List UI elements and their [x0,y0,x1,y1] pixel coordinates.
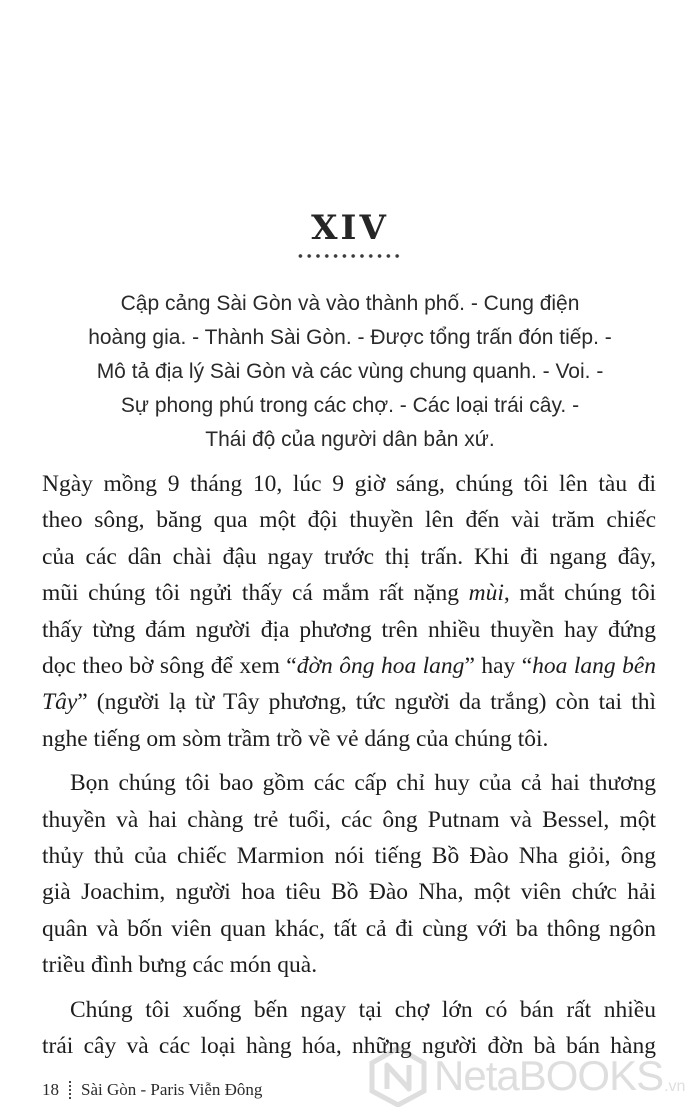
chapter-heading: XIV [311,208,389,248]
summary-line: Sự phong phú trong các chợ. - Các loại trái cây. - [120,394,580,417]
text-line: Bọn chúng tôi bao gồm các cấp chỉ huy của cả hai thương [70,770,656,797]
text-line: triều đình bưng các món quà. [42,952,318,979]
summary-line: Cập cảng Sài Gòn và vào thành phố. - Cung điện [120,292,580,315]
dotted-divider [296,253,402,259]
paragraph-1 [42,466,656,757]
paragraph-2 [42,765,656,983]
text-run: ” hay “ [464,653,533,680]
italic-term: Tây [42,689,78,716]
watermark-suffix: .vn [664,1078,686,1095]
text-line [42,575,656,611]
text-line: quân và bốn viên quan khác, tất cả đi cùng với ba thông ngôn [42,915,656,942]
footer-separator [69,1081,71,1099]
text-line: trái cây và các loại hàng hóa, những người đờn bà bán hàng [42,1033,656,1060]
text-line: Chúng tôi xuống bến ngay tại chợ lớn có bán rất nhiều [70,996,656,1023]
watermark-brand: NetaBOOKS [434,1052,664,1099]
text-run: mũi chúng tôi ngửi thấy cá mắm rất nặng [42,580,469,607]
netabooks-logo-icon [368,1045,428,1107]
text-line: thuyền và hai chàng trẻ tuổi, các ông Putnam và Bessel, một [42,806,656,833]
text-line: nghe tiếng om sòm trầm trồ về vẻ dáng của chúng tôi. [42,725,549,752]
text-line: của các dân chài đậu ngay trước thị trấn. Khi đi ngang đây, [42,543,656,570]
text-line [42,648,656,684]
page-footer [42,1080,262,1100]
text-line: thủy thủ của chiếc Marmion nói tiếng Bồ Đào Nha giỏi, ông [42,843,656,870]
text-line: Ngày mồng 9 tháng 10, lúc 9 giờ sáng, chúng tôi lên tàu đi [42,471,656,497]
page-number: 18 [42,1080,59,1099]
watermark [368,1040,698,1112]
text-line: thấy từng đám người địa phương trên nhiều thuyền hay đứng [42,616,656,643]
summary-line: Mô tả địa lý Sài Gòn và các vùng chung quanh. - Voi. - [96,360,604,383]
body-text [42,466,656,1073]
summary-line: Thái độ của người dân bản xứ. [205,428,495,451]
book-title: Sài Gòn - Paris Viễn Đông [81,1080,263,1099]
italic-term: hoa lang bên [532,653,657,680]
chapter-summary [40,287,660,457]
text-line: già Joachim, người hoa tiêu Bồ Đào Nha, một viên chức hải [42,879,656,906]
text-run: , mắt chúng tôi [503,580,656,607]
text-line [42,684,656,720]
summary-line: hoàng gia. - Thành Sài Gòn. - Được tổng trấn đón tiếp. - [88,326,612,349]
text-line: theo sông, băng qua một đội thuyền lên đến vài trăm chiếc [42,507,656,534]
italic-term: mùi [468,580,504,607]
text-run: dọc theo bờ sông để xem “ [42,653,297,680]
text-run: ” (người lạ từ Tây phương, tức người da trắng) còn tai thì [77,689,656,716]
italic-term: đờn ông hoa lang [296,653,465,680]
